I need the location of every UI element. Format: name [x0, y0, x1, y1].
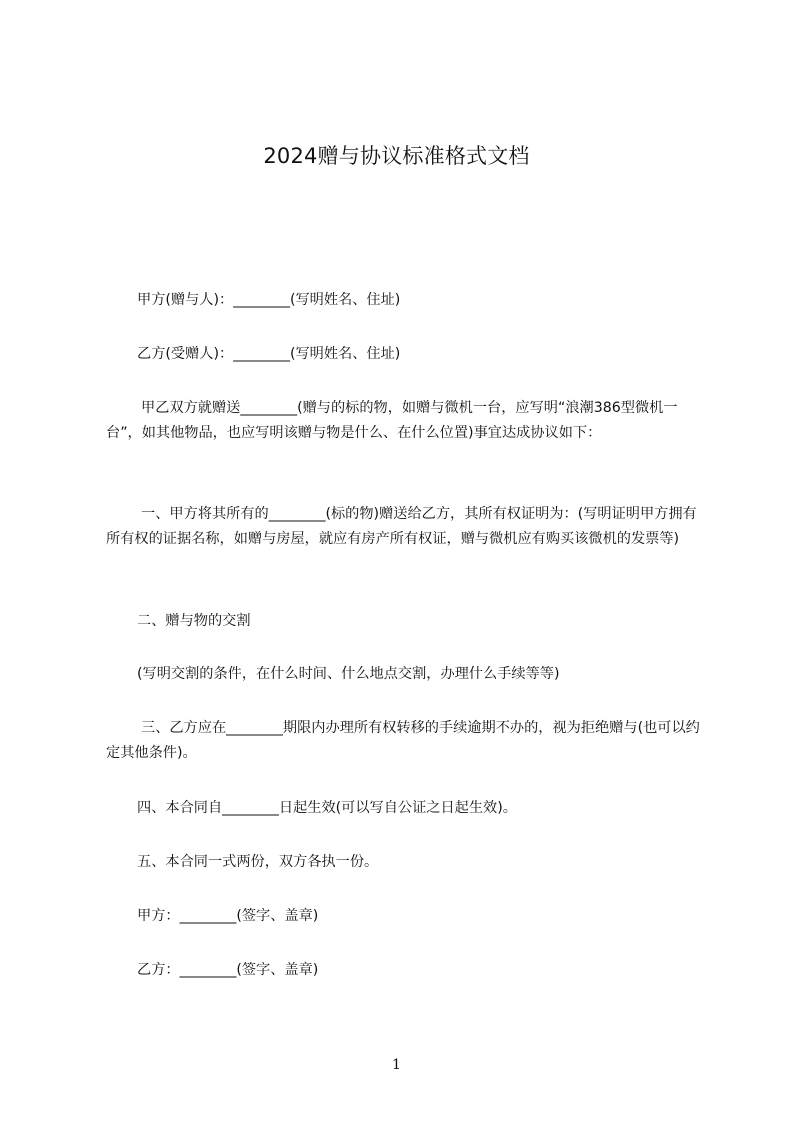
party-b-signature-line: 乙方：________(签字、盖章) — [137, 962, 319, 978]
clause-four-paragraph: 四、本合同自________日起生效(可以写自公证之日起生效)。 — [137, 800, 517, 816]
clause-five-paragraph: 五、本合同一式两份，双方各执一份。 — [137, 854, 379, 870]
party-a-signature-line: 甲方：________(签字、盖章) — [137, 908, 319, 924]
party-b-line: 乙方(受赠人)：________(写明姓名、住址) — [137, 346, 401, 362]
clause-three-paragraph: 三、乙方应在________期限内办理所有权转移的手续逾期不办的，视为拒绝赠与(也可以约定其他条件)。 — [106, 720, 700, 761]
clause-two-description: (写明交割的条件，在什么时间、什么地点交割，办理什么手续等等) — [137, 666, 560, 682]
agreement-intro-paragraph: 甲乙双方就赠送________(赠与的标的物，如赠与微机一台，应写明“浪潮386型微机一台”，如其他物品，也应写明该赠与物是什么、在什么位置)事宜达成协议如下： — [106, 400, 678, 441]
document-title: 2024赠与协议标准格式文档 — [263, 144, 530, 168]
clause-two-heading: 二、赠与物的交割 — [137, 613, 251, 629]
page-number: 1 — [392, 1057, 401, 1073]
clause-one-paragraph: 一、甲方将其所有的________(标的物)赠送给乙方，其所有权证明为：(写明证明甲方拥有所有权的证据名称，如赠与房屋，就应有房产所有权证，赠与微机应有购买该微机的发票等) — [106, 506, 697, 547]
party-a-line: 甲方(赠与人)：________(写明姓名、住址) — [137, 292, 401, 308]
